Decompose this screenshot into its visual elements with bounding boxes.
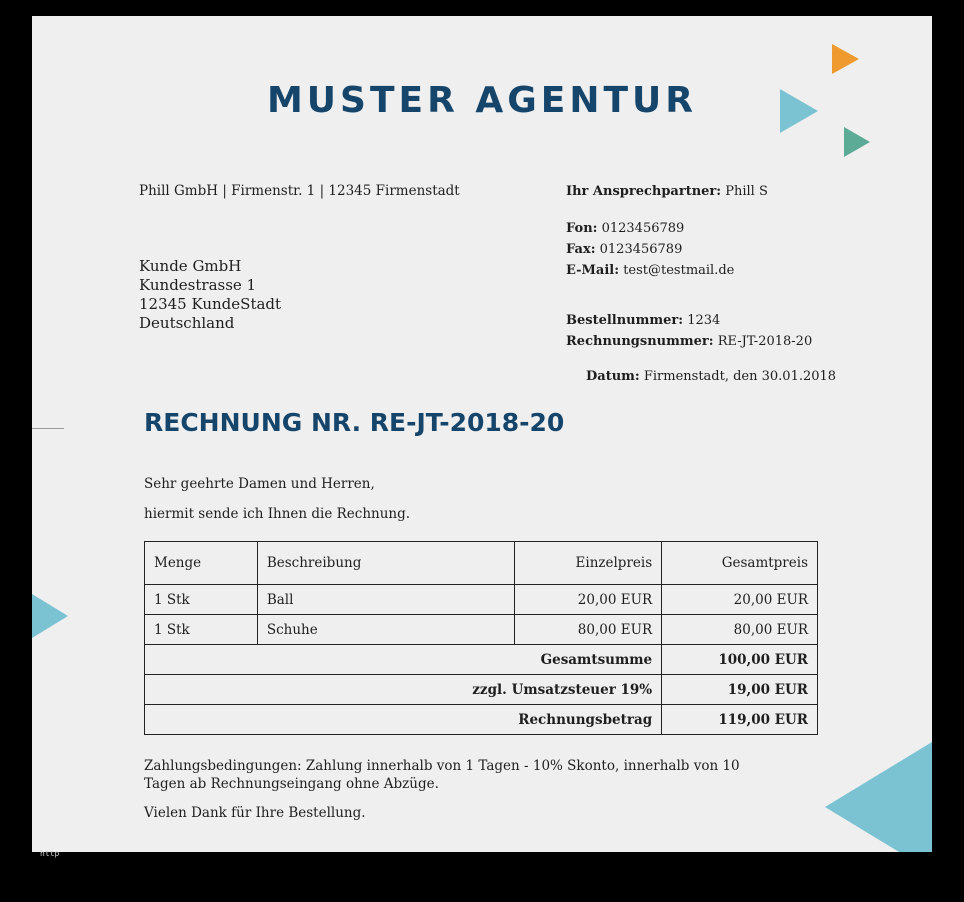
invoice-date — [586, 369, 836, 384]
vat-row — [145, 675, 818, 705]
cell-description: Schuhe — [257, 615, 515, 645]
header-quantity: Menge — [145, 542, 258, 585]
bottom-blue-triangle-icon — [825, 742, 932, 852]
contact-email — [566, 263, 734, 278]
contact-fon — [566, 221, 684, 236]
invoice-number-value: RE-JT-2018-20 — [717, 334, 813, 349]
order-number-label: Bestellnummer: — [566, 313, 684, 328]
fold-mark-line — [32, 428, 64, 429]
footer-url: http — [40, 849, 60, 858]
contact-fax — [566, 242, 682, 257]
subtotal-value: 100,00 EUR — [662, 645, 818, 675]
subtotal-row — [145, 645, 818, 675]
cell-unit-price: 80,00 EUR — [515, 615, 662, 645]
left-blue-triangle-icon — [32, 594, 68, 638]
payment-terms: Zahlungsbedingungen: Zahlung innerhalb von 1 Tagen - 10% Skonto, innerhalb von 10 Tagen ab Rechnungseingang ohne Abzüge. — [144, 758, 740, 792]
grand-total-row — [145, 705, 818, 735]
cell-description: Ball — [257, 585, 515, 615]
cell-total-price: 20,00 EUR — [662, 585, 818, 615]
greeting: Sehr geehrte Damen und Herren, — [144, 476, 375, 492]
order-number — [566, 313, 720, 328]
recipient-name: Kunde GmbH — [139, 257, 242, 275]
cell-quantity: 1 Stk — [145, 585, 258, 615]
invoice-title: RECHNUNG NR. RE-JT-2018-20 — [144, 408, 565, 437]
recipient-address — [139, 257, 281, 333]
header-total-price: Gesamtpreis — [662, 542, 818, 585]
table-header-row — [145, 542, 818, 585]
invoice-page — [32, 16, 932, 852]
email-value: test@testmail.de — [623, 263, 735, 278]
invoice-number-label: Rechnungsnummer: — [566, 334, 714, 349]
fax-value: 0123456789 — [599, 242, 683, 257]
subtotal-label: Gesamtsumme — [145, 645, 662, 675]
recipient-country: Deutschland — [139, 314, 235, 332]
cell-unit-price: 20,00 EUR — [515, 585, 662, 615]
table-row — [145, 585, 818, 615]
date-label: Datum: — [586, 369, 640, 384]
cell-total-price: 80,00 EUR — [662, 615, 818, 645]
thanks-text: Vielen Dank für Ihre Bestellung. — [144, 805, 366, 821]
contact-person-label: Ihr Ansprechpartner: — [566, 184, 722, 199]
invoice-table — [144, 541, 818, 735]
recipient-city: 12345 KundeStadt — [139, 295, 282, 313]
table-row — [145, 615, 818, 645]
vat-label: zzgl. Umsatzsteuer 19% — [145, 675, 662, 705]
cell-quantity: 1 Stk — [145, 615, 258, 645]
header-description: Beschreibung — [257, 542, 515, 585]
header-unit-price: Einzelpreis — [515, 542, 662, 585]
brand-title: MUSTER AGENTUR — [266, 80, 698, 121]
vat-value: 19,00 EUR — [662, 675, 818, 705]
invoice-number — [566, 334, 812, 349]
date-value: Firmenstadt, den 30.01.2018 — [643, 369, 837, 384]
fax-label: Fax: — [566, 242, 596, 257]
recipient-street: Kundestrasse 1 — [139, 276, 257, 294]
sender-line: Phill GmbH | Firmenstr. 1 | 12345 Firmenstadt — [139, 183, 460, 199]
email-label: E-Mail: — [566, 263, 620, 278]
grand-total-label: Rechnungsbetrag — [145, 705, 662, 735]
fon-label: Fon: — [566, 221, 598, 236]
green-triangle-icon — [844, 127, 870, 157]
intro-text: hiermit sende ich Ihnen die Rechnung. — [144, 506, 411, 522]
grand-total-value: 119,00 EUR — [662, 705, 818, 735]
order-number-value: 1234 — [687, 313, 721, 328]
contact-person-value: Phill S — [725, 184, 768, 199]
contact-person — [566, 184, 768, 199]
fon-value: 0123456789 — [601, 221, 685, 236]
orange-triangle-icon — [832, 44, 859, 74]
